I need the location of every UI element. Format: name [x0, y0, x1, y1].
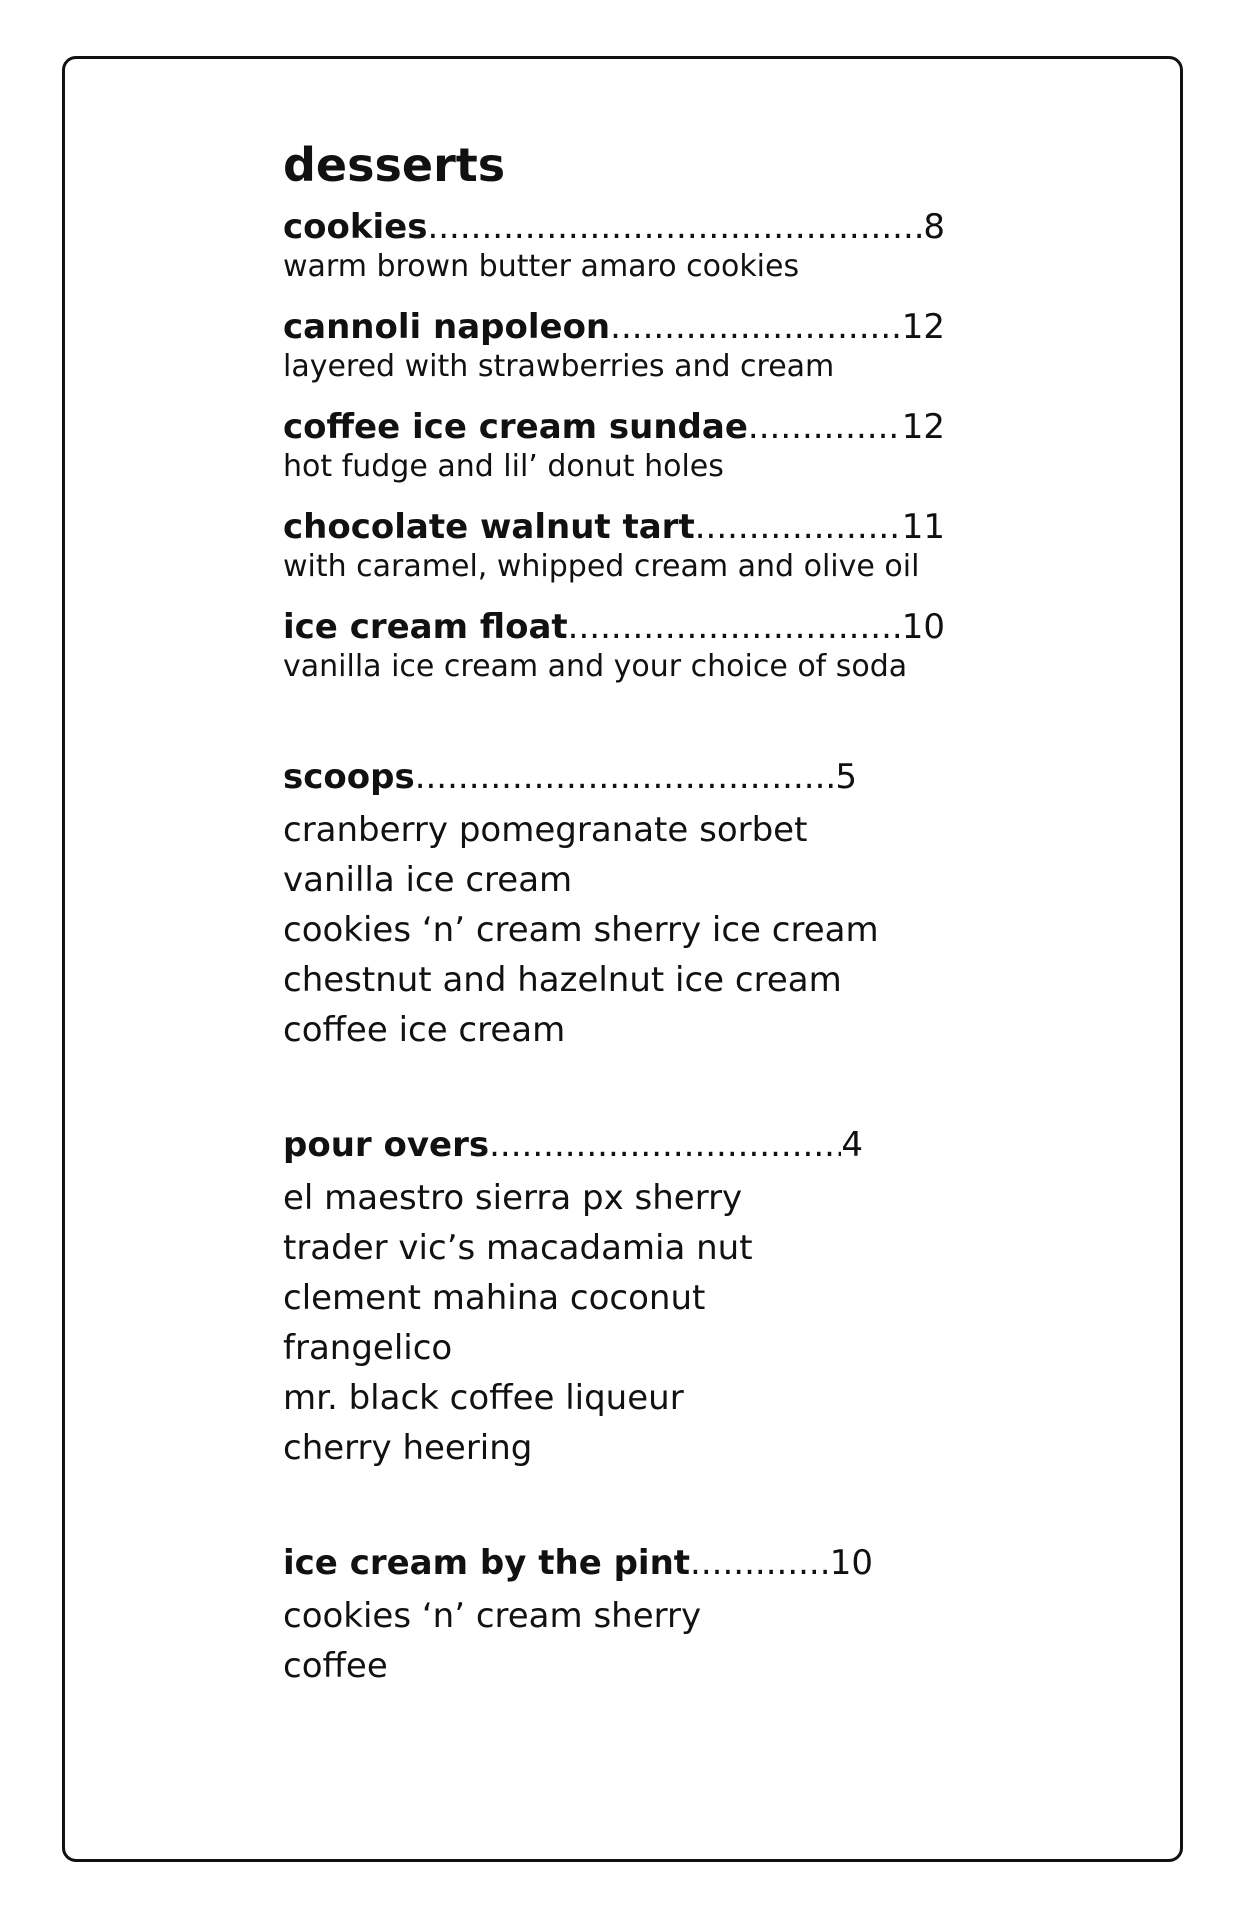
menu-item: [283, 607, 943, 687]
dot-leader: [695, 507, 902, 547]
list-item: frangelico: [283, 1328, 453, 1368]
list-item: chestnut and hazelnut ice cream: [283, 960, 842, 1000]
list-item: trader vic’s macadamia nut: [283, 1228, 753, 1268]
item-price: 8: [923, 207, 945, 247]
item-name: chocolate walnut tart: [283, 507, 695, 547]
item-price: 12: [901, 307, 945, 347]
menu-item: [283, 307, 943, 387]
menu-content: [283, 135, 943, 1691]
dot-leader: [427, 207, 923, 247]
list-item: cranberry pomegranate sorbet: [283, 810, 808, 850]
item-description: hot fudge and lil’ donut holes: [283, 449, 724, 484]
item-price: 11: [901, 507, 945, 547]
dot-leader: [748, 407, 902, 447]
menu-item-line: [283, 607, 945, 647]
pint-list: [283, 1591, 943, 1691]
list-item: cookies ‘n’ cream sherry ice cream: [283, 910, 879, 950]
list-item: clement mahina coconut: [283, 1278, 706, 1318]
list-item: coffee: [283, 1646, 388, 1686]
list-item: vanilla ice cream: [283, 860, 573, 900]
section-price: 10: [829, 1543, 873, 1583]
list-item: coffee ice cream: [283, 1010, 566, 1050]
menu-title: desserts: [283, 138, 506, 192]
item-description: vanilla ice cream and your choice of soda: [283, 649, 908, 684]
section-heading-line: [283, 1125, 863, 1165]
list-item: cherry heering: [283, 1428, 533, 1468]
section-heading-line: [283, 757, 857, 797]
item-price: 10: [901, 607, 945, 647]
item-name: coffee ice cream sundae: [283, 407, 748, 447]
item-name: cookies: [283, 207, 428, 247]
liqueur-list: [283, 1173, 943, 1473]
scoops-section: [283, 757, 943, 1055]
pour-overs-section: [283, 1125, 943, 1473]
flavor-list: [283, 805, 943, 1055]
list-item: cookies ‘n’ cream sherry: [283, 1596, 702, 1636]
dot-leader: [568, 607, 902, 647]
item-description: with caramel, whipped cream and olive oil: [283, 549, 920, 584]
list-item: el maestro sierra px sherry: [283, 1178, 743, 1218]
dessert-list: [283, 207, 943, 687]
menu-item: [283, 507, 943, 587]
list-item: mr. black coffee liqueur: [283, 1378, 684, 1418]
section-title: ice cream by the pint: [283, 1543, 691, 1583]
menu-item-line: [283, 207, 945, 247]
dot-leader: [610, 307, 902, 347]
dot-leader: [690, 1543, 830, 1583]
menu-item-line: [283, 307, 945, 347]
dot-leader: [415, 757, 836, 797]
menu-item: [283, 407, 943, 487]
menu-item-line: [283, 407, 945, 447]
section-price: 5: [835, 757, 857, 797]
section-title: scoops: [283, 757, 415, 797]
item-price: 12: [901, 407, 945, 447]
item-name: ice cream float: [283, 607, 568, 647]
section-price: 4: [841, 1125, 863, 1165]
item-name: cannoli napoleon: [283, 307, 611, 347]
item-description: layered with strawberries and cream: [283, 349, 835, 384]
menu-item-line: [283, 507, 945, 547]
section-title: pour overs: [283, 1125, 490, 1165]
menu-item: [283, 207, 943, 287]
item-description: warm brown butter amaro cookies: [283, 249, 800, 284]
pints-section: [283, 1543, 943, 1691]
dot-leader: [489, 1125, 841, 1165]
section-heading-line: [283, 1543, 873, 1583]
